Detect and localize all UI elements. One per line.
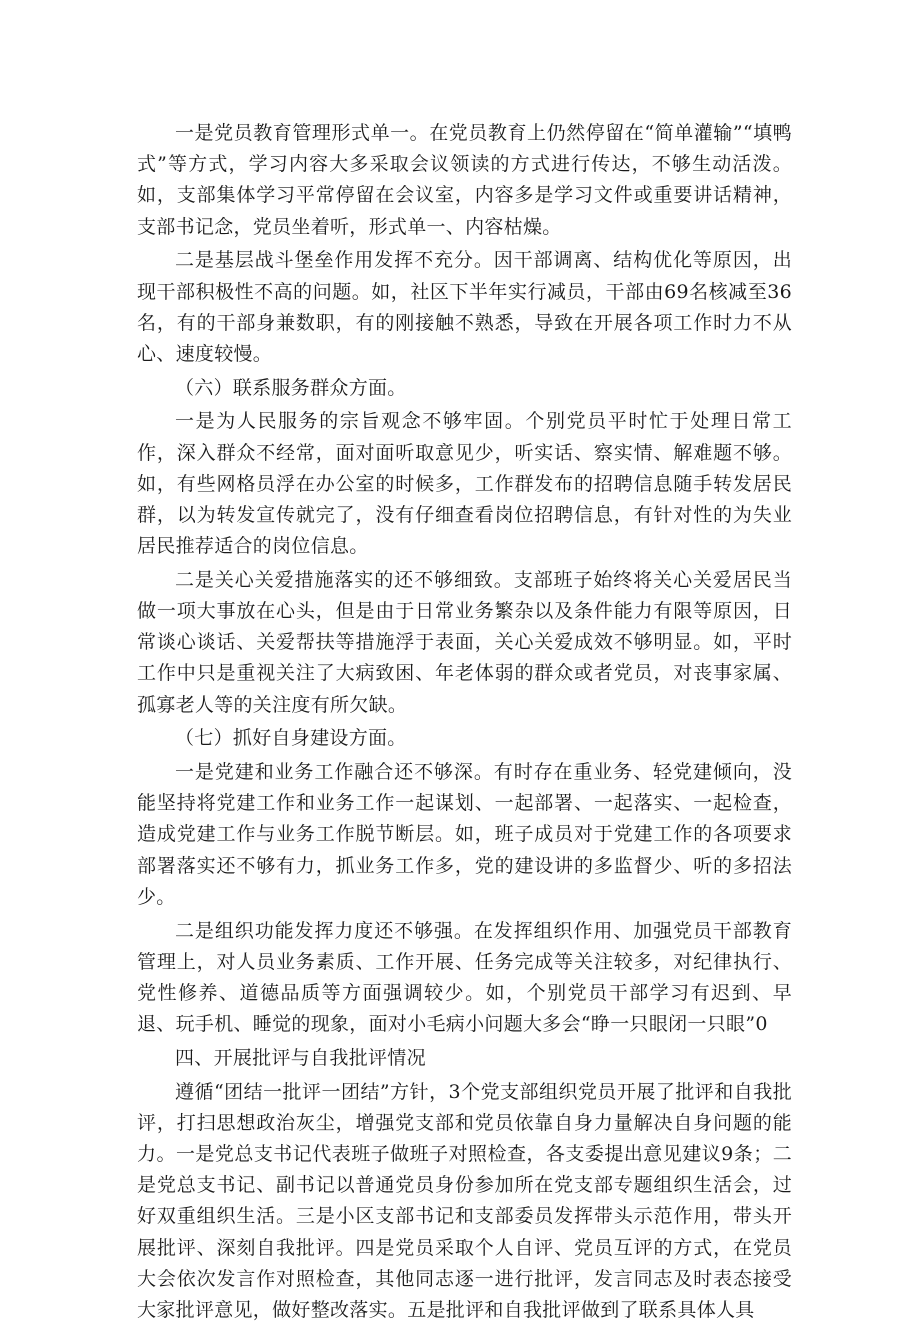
heading-serving-the-masses: （六）联系服务群众方面。 [175,376,407,399]
paragraph-organizational-function: 二是组织功能发挥力度还不够强。在发挥组织作用、加强党员干部教育管理上，对人员业务素质、工作开展、任务完成等关注较多，对纪律执行、党性修养、道德品质等方面强调较少。如，个别党员干部学习有迟到、早退、玩手机、睡觉的现象，面对小毛病小问题大多会“睁一只眼闭一只眼”0 [137,919,792,1036]
heading-criticism-self-criticism: 四、开展批评与自我批评情况 [175,1046,426,1069]
heading-self-construction: （七）抓好自身建设方面。 [175,727,407,750]
document-body [137,118,792,1329]
paragraph-service-purpose: 一是为人民服务的宗旨观念不够牢固。个别党员平时忙于处理日常工作，深入群众不经常，面对面听取意见少，听实话、察实情、解难题不够。如，有些网格员浮在办公室的时候多，工作群发布的招聘信息随手转发居民群，以为转发宣传就完了，没有仔细查看岗位招聘信息，有针对性的为失业居民推荐适合的岗位信息。 [137,410,792,558]
paragraph-care-measures: 二是关心关爱措施落实的还不够细致。支部班子始终将关心关爱居民当做一项大事放在心头，但是由于日常业务繁杂以及条件能力有限等原因，日常谈心谈话、关爱帮扶等措施浮于表面，关心关爱成效不够明显。如，平时工作中只是重视关注了大病致困、年老体弱的群众或者党员，对丧事家属、孤寡老人等的关注度有所欠缺。 [137,568,792,716]
paragraph-party-education: 一是党员教育管理形式单一。在党员教育上仍然停留在“简单灌输”“填鸭式”等方式，学习内容大多采取会议领读的方式进行传达，不够生动活泼。如，支部集体学习平常停留在会议室，内容多是学习文件或重要讲话精神，支部书记念，党员坐着听，形式单一、内容枯燥。 [137,122,792,238]
paragraph-criticism-details: 遵循“团结一批评一团结”方针，3个党支部组织党员开展了批评和自我批评，打扫思想政治灰尘，增强党支部和党员依靠自身力量解决自身问题的能力。一是党总支书记代表班子做班子对照检查，各支委提出意见建议9条；二是党总支书记、副书记以普通党员身份参加所在党支部专题组织生活会，过好双重组织生活。三是小区支部书记和支部委员发挥带头示范作用，带头开展批评、深刻自我批评。四是党员采取个人自评、党员互评的方式，在党员大会依次发言作对照检查，其他同志逐一进行批评，发言同志及时表态接受大家批评意见，做好整改落实。五是批评和自我批评做到了联系具体人具 [137,1080,792,1322]
paragraph-grassroots-fortress: 二是基层战斗堡垒作用发挥不充分。因干部调离、结构优化等原因，出现干部积极性不高的问题。如，社区下半年实行减员，干部由69名核减至36名，有的干部身兼数职，有的刚接触不熟悉，导致在开展各项工作时力不从心、速度较慢。 [137,249,792,365]
paragraph-party-business-integration: 一是党建和业务工作融合还不够深。有时存在重业务、轻党建倾向，没能坚持将党建工作和业务工作一起谋划、一起部署、一起落实、一起检查，造成党建工作与业务工作脱节断层。如，班子成员对于党建工作的各项要求部署落实还不够有力，抓业务工作多，党的建设讲的多监督少、听的多招法少。 [137,761,792,908]
